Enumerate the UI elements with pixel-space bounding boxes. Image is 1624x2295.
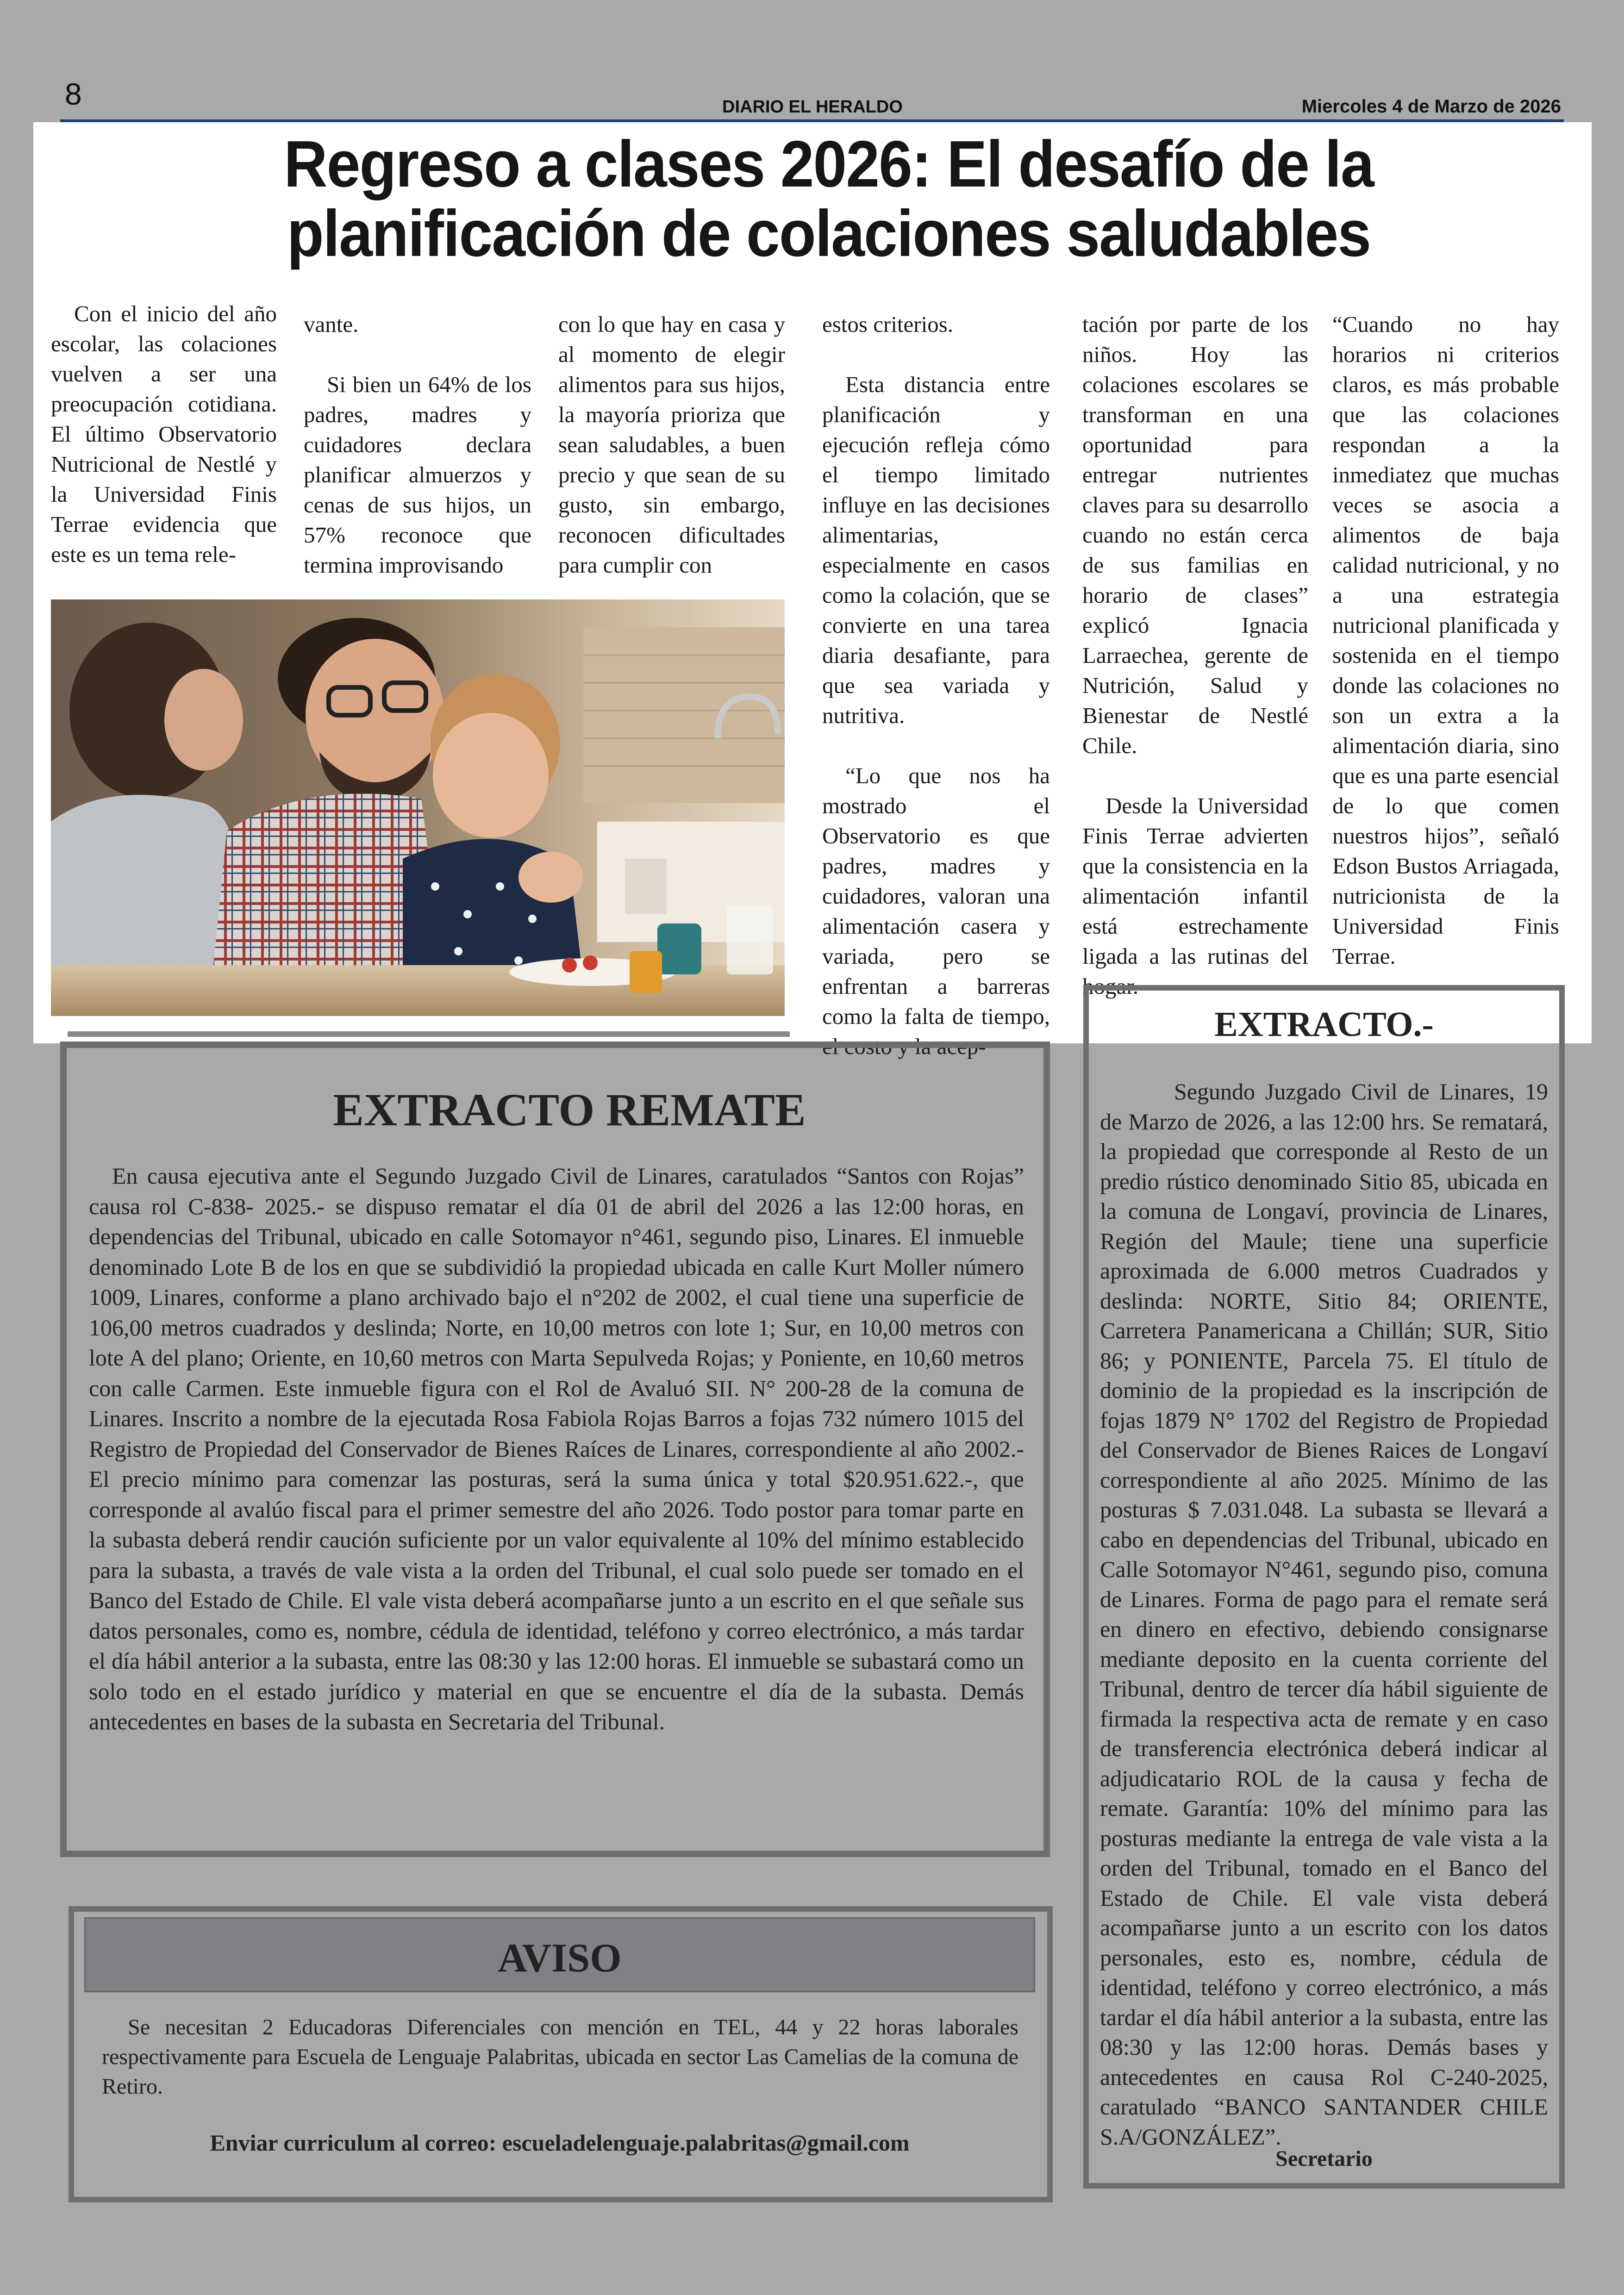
article-paragraph: “Cuando no hay horarios ni criterios claros, es más probable que las colaciones respondan a la inmediatez que muchas veces se asocia a alimentos de baja calidad nutricional, y no a una estrategia nutricional planificada y sostenida en el tiempo donde las colaciones no son un extra a la alimentación diaria, sino que es una parte esencial de lo que comen nuestros hijos”, señaló Edson Bustos Arriagada, nutricionista de la Universidad Finis Terrae. xyxy=(1332,312,1559,969)
article-paragraph: estos criterios. xyxy=(822,312,954,337)
remate-text: En causa ejecutiva ante el Segundo Juzgado Civil de Linares, caratulados “Santos con Rojas” causa rol C-838- 2025.- se dispuso rematar el día 01 de abril del 2026 a las 12:00 horas, en dependencias del Tribunal, ubicado en calle Sotomayor n°461, segundo piso, Linares. El inmueble denominado Lote B de los en que se subdividió la propiedad ubicada en calle Kurt Moller número 1009, Linares, conforme a plano archivado bajo el n°202 de 2002, el cual tiene una superficie de 106,00 metros cuadrados y deslinda; Norte, en 10,00 metros con lote 1; Sur, en 10,00 metros con lote A del plano; Oriente, en 10,60 metros con Marta Sepulveda Rojas; y Poniente, en 10,60 metros con calle Carmen. Este inmueble figura con el Rol de Avaluó SII. N° 200-28 de la comuna de Linares. Inscrito a nombre de la ejecutada Rosa Fabiola Rojas Barros a fojas 732 número 1015 del Registro de Propiedad del Conservador de Bienes Raíces de Linares, correspondiente al año 2002.- El precio mínimo para comenzar las posturas, será la suma única y total $20.951.622.-, que corresponde al avalúo fiscal para el primer semestre del año 2026. Todo postor para tomar parte en la subasta deberá rendir caución suficiente por un valor equivalente al 10% del mínimo establecido para la subasta, a través de vale vista a la orden del Tribunal, el cual solo puede ser tomado en el Banco del Estado de Chile. El vale vista deberá acompañarse junto a un escrito en el que señale sus datos personales, como es, nombre, cédula de identidad, teléfono y correo electrónico, a más tardar el día hábil anterior a la subasta, entre las 08:30 y las 12:00 horas. El inmueble se subastará como un solo todo en el estado jurídico y material en que se encuentre el día de la subasta. Demás antecedentes en bases de la subasta en Secretaria del Tribunal. xyxy=(89,1163,1024,1734)
article-paragraph: con lo que hay en casa y al momento de elegir alimentos para sus hijos, la mayoría prioriza que sean saludables, a buen precio y que sean de su gusto, sin embargo, reconocen dificultades para cumplir con xyxy=(558,312,785,578)
extracto-title: EXTRACTO.- xyxy=(1214,1005,1434,1044)
aviso-text: Se necesitan 2 Educadoras Diferenciales con mención en TEL, 44 y 22 horas laborales respectivamente para Escuela de Lenguaje Palabritas, ubicada en sector Las Camelias de la comuna de Retiro. xyxy=(102,2015,1018,2099)
article-paragraph: Esta distancia entre planificación y ejecución refleja cómo el tiempo limitado influye en las decisiones alimentarias, especialmente en casos como la colación, que se convierte en una tarea diaria desafiante, para que sea variada y nutritiva. xyxy=(822,372,1050,728)
headline-line-1: Regreso a clases 2026: El desafío de la xyxy=(284,127,1374,201)
aviso-email-line: Enviar curriculum al correo: escueladelenguaje.palabritas@gmail.com xyxy=(210,2130,910,2156)
page-number: 8 xyxy=(65,77,82,111)
article-paragraph: “Lo que nos ha mostrado el Observatorio es que padres, madres y cuidadores, valoran una alimentación casera y variada, pero se enfrentan a barreras como la falta de tiempo, el costo y la acep- xyxy=(822,763,1050,1059)
extracto-text: Segundo Juzgado Civil de Linares, 19 de Marzo de 2026, a las 12:00 hrs. Se rematará, la propiedad que corresponde al Resto de un predio rústico denominado Sitio 85, ubicada en la comuna de Longaví, provincia de Linares, Región del Maule; tiene una superficie aproximada de 6.000 metros Cuadrados y deslinda: NORTE, Sitio 84; ORIENTE, Carretera Panamericana a Chillán; SUR, Sitio 86; y PONIENTE, Parcela 75. El título de dominio de la propiedad es la inscripción de fojas 1879 N° 1702 del Registro de Propiedad del Conservador de Bienes Raices de Longaví correspondiente al año 2025. Mínimo de las posturas $ 7.031.048. La subasta se llevará a cabo en dependencias del Tribunal, ubicado en Calle Sotomayor N°461, segundo piso, comuna de Linares. Forma de pago para el remate será en dinero en efectivo, debiendo consignarse mediante deposito en la cuenta corriente del Tribunal, dentro de tercer día hábil siguiente de firmada la respectiva acta de remate y en caso de transferencia electrónica deberá indicar al adjudicatario ROL de la causa y fecha de remate. Garantía: 10% del mínimo para las posturas mediante la entrega de vale vista a la orden del Tribunal, tomado en el Banco del Estado de Chile. El vale vista deberá acompañarse junto a un escrito con los datos personales, esto es, nombre, cédula de identidad, teléfono y correo electrónico, a más tardar el día hábil anterior a la subasta, entre las 08:30 y las 12:00 horas. Demás bases y antecedentes en causa Rol C-240-2025, caratulado “BANCO SANTANDER CHILE S.A/GONZÁLEZ”. xyxy=(1100,1079,1548,2150)
article-paragraph: Si bien un 64% de los padres, madres y cuidadores declara planificar almuerzos y cenas de sus hijos, un 57% reconoce que termina improvisando xyxy=(304,372,531,578)
article-column-4 xyxy=(822,309,1050,1061)
photo-shadow xyxy=(68,1031,790,1037)
article-paragraph: Desde la Universidad Finis Terrae advierten que la consistencia en la alimentación infantil está estrechamente ligada a las rutinas del hogar. xyxy=(1082,793,1308,999)
article-column-3 xyxy=(558,309,785,580)
newspaper-name: DIARIO EL HERALDO xyxy=(722,97,903,117)
family-photo xyxy=(51,599,785,1016)
extracto-signature: Secretario xyxy=(1275,2146,1373,2171)
article-headline xyxy=(118,127,1540,270)
article-column-6 xyxy=(1332,309,1559,971)
article-column-5 xyxy=(1082,309,1308,1001)
article-paragraph: tación por parte de los niños. Hoy las colaciones escolares se transforman en una oportunidad para entregar nutrientes claves para su desarrollo cuando no están cerca de sus familias en horario de clases” explicó Ignacia Larraechea, gerente de Nutrición, Salud y Bienestar de Nestlé Chile. xyxy=(1082,312,1308,758)
article-column-1 xyxy=(51,299,277,569)
issue-date: Miercoles 4 de Marzo de 2026 xyxy=(1301,96,1561,117)
article-column-2 xyxy=(304,309,531,580)
article-paragraph: vante. xyxy=(304,312,359,337)
remate-title: EXTRACTO REMATE xyxy=(333,1084,806,1135)
headline-line-2: planificación de colaciones saludables xyxy=(287,197,1371,270)
article-paragraph: Con el inicio del año escolar, las colaciones vuelven a ser una preocupación cotidiana. El último Observatorio Nutricional de Nestlé y la Universidad Finis Terrae evidencia que este es un tema rele- xyxy=(51,301,277,567)
aviso-title: AVISO xyxy=(498,1936,622,1981)
